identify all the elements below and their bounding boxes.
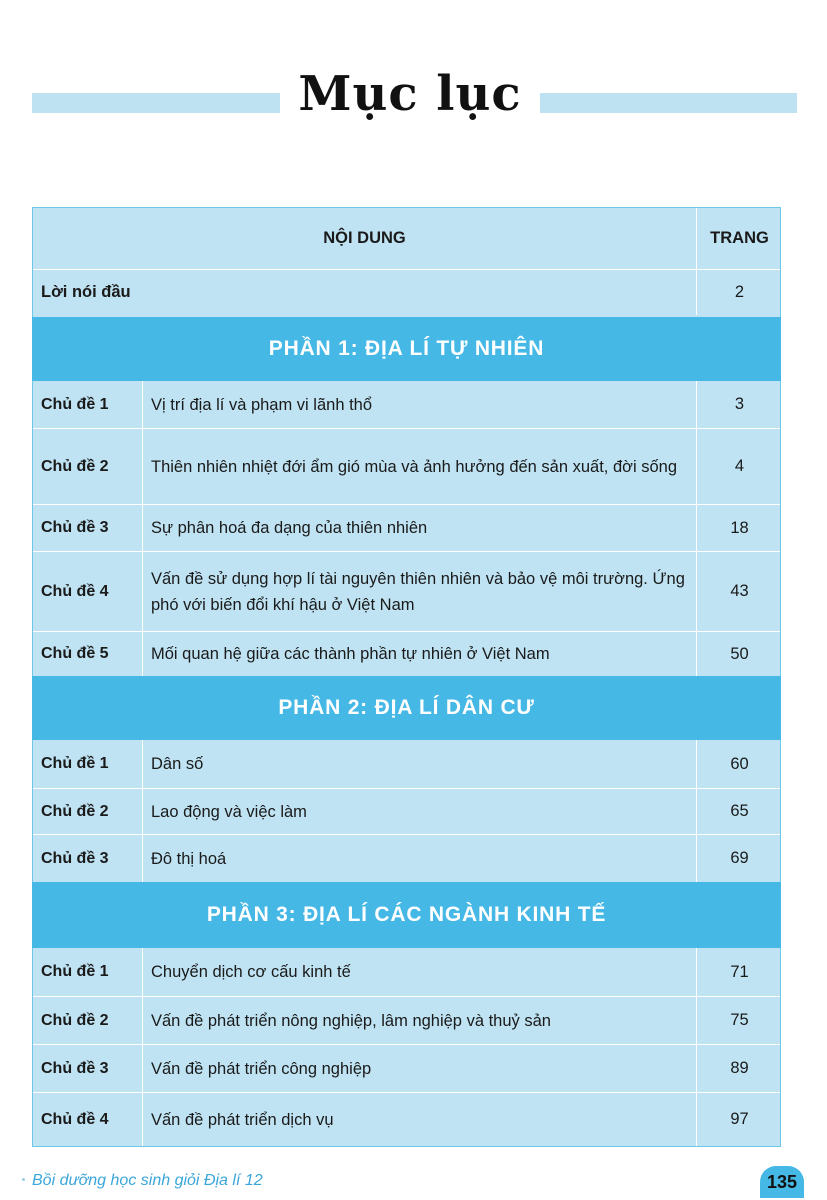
topic-label: Chủ đề 1: [33, 381, 143, 428]
toc-row: [33, 381, 780, 428]
topic-label: Chủ đề 1: [33, 740, 143, 788]
toc-row: [33, 834, 780, 882]
topic-page: 97: [730, 1110, 749, 1128]
topic-label: Chủ đề 2: [33, 997, 143, 1044]
table-of-contents: [32, 207, 781, 1147]
part-1-header: PHẦN 1: ĐỊA LÍ TỰ NHIÊN: [32, 317, 781, 381]
topic-title: Chuyển dịch cơ cấu kinh tế: [143, 948, 697, 996]
topic-title: Thiên nhiên nhiệt đới ẩm gió mùa và ảnh hưởng đến sản xuất, đời sống: [143, 429, 697, 504]
topic-title: Dân số: [143, 740, 697, 788]
toc-row: [33, 948, 780, 996]
toc-row: [33, 1044, 780, 1092]
topic-title: Lao động và việc làm: [143, 789, 697, 834]
header-content-label: NỘI DUNG: [33, 208, 697, 269]
toc-row: [33, 788, 780, 834]
topic-title: Sự phân hoá đa dạng của thiên nhiên: [143, 505, 697, 551]
topic-label: Chủ đề 1: [33, 948, 143, 996]
topic-label: Chủ đề 2: [33, 789, 143, 834]
topic-label: Chủ đề 2: [33, 429, 143, 504]
intro-row: [33, 269, 780, 315]
topic-title: Vấn đề phát triển công nghiệp: [143, 1045, 697, 1092]
title-decoration-left: [32, 93, 280, 113]
topic-title: Vấn đề phát triển dịch vụ: [143, 1093, 697, 1146]
header-page-label: TRANG: [710, 229, 769, 247]
topic-title: Vấn đề phát triển nông nghiệp, lâm nghiệp và thuỷ sản: [143, 997, 697, 1044]
toc-row: [33, 740, 780, 788]
part-3-header: PHẦN 3: ĐỊA LÍ CÁC NGÀNH KINH TẾ: [32, 882, 781, 948]
title-decoration-right: [540, 93, 797, 113]
topic-title: Vị trí địa lí và phạm vi lãnh thổ: [143, 381, 697, 428]
topic-label: Chủ đề 3: [33, 835, 143, 882]
footer-book-title: Bồi dưỡng học sinh giỏi Địa lí 12: [32, 1172, 263, 1189]
topic-page: 18: [730, 518, 749, 537]
topic-page: 89: [730, 1059, 749, 1077]
topic-page: 4: [734, 457, 745, 475]
intro-page: 2: [734, 283, 745, 301]
topic-page: 3: [734, 395, 745, 413]
topic-page: 71: [730, 962, 749, 981]
topic-page: 75: [730, 1011, 749, 1029]
page-number-badge: 135: [760, 1166, 804, 1198]
topic-title: Đô thị hoá: [143, 835, 697, 882]
topic-page: 43: [730, 582, 749, 600]
topic-title: Mối quan hệ giữa các thành phần tự nhiên ở Việt Nam: [143, 632, 697, 676]
topic-label: Chủ đề 3: [33, 505, 143, 551]
topic-label: Chủ đề 4: [33, 1093, 143, 1146]
toc-row: [33, 631, 780, 676]
intro-label: Lời nói đầu: [33, 270, 697, 315]
topic-page: 69: [730, 849, 749, 867]
toc-row: [33, 1092, 780, 1146]
toc-row: [33, 504, 780, 551]
topic-label: Chủ đề 5: [33, 632, 143, 676]
topic-page: 60: [730, 754, 749, 773]
toc-row: [33, 428, 780, 504]
topic-page: 65: [730, 802, 749, 820]
part-2-header: PHẦN 2: ĐỊA LÍ DÂN CƯ: [32, 676, 781, 740]
toc-row: [33, 551, 780, 631]
topic-page: 50: [730, 644, 749, 663]
footer-dot: [22, 1178, 25, 1181]
toc-header-row: [33, 208, 780, 269]
topic-label: Chủ đề 3: [33, 1045, 143, 1092]
topic-title: Vấn đề sử dụng hợp lí tài nguyên thiên nhiên và bảo vệ môi trường. Ứng phó với biến đổi khí hậu ở Việt Nam: [143, 552, 697, 631]
toc-row: [33, 996, 780, 1044]
page-title: Mục lục: [298, 66, 522, 122]
topic-label: Chủ đề 4: [33, 552, 143, 631]
